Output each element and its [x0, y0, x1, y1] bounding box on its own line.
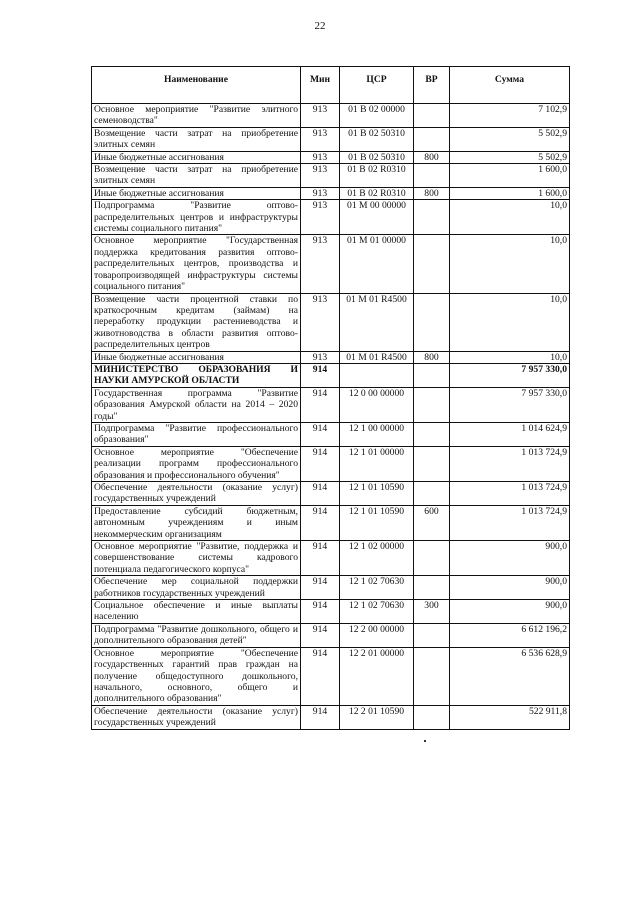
table-row	[92, 505, 570, 540]
cell-vr	[414, 446, 450, 481]
table-row	[92, 351, 570, 363]
table-row	[92, 705, 570, 729]
cell-csr: 01 М 01 00000	[340, 235, 414, 293]
cell-name: Основное мероприятие "Обеспечение реализации программ профессионального образования и профессионального обучения"	[92, 446, 301, 481]
cell-csr: 12 1 01 10590	[340, 505, 414, 540]
cell-vr	[414, 705, 450, 729]
table-row	[92, 387, 570, 422]
cell-name: Возмещение части процентной ставки по краткосрочным кредитам (займам) на переработку продукции растениеводства и животноводства в области развития оптово-распределительных центров	[92, 293, 301, 351]
cell-vr	[414, 104, 450, 128]
cell-vr	[414, 164, 450, 188]
table-row	[92, 482, 570, 506]
table-row	[92, 127, 570, 151]
cell-name: Основное мероприятие "Государственная поддержка кредитования развития оптово-распределительных центров, производства и товаропроизводящей инфраструктуры системы социального питания"	[92, 235, 301, 293]
table-row	[92, 235, 570, 293]
cell-min: 914	[301, 446, 340, 481]
cell-min: 913	[301, 164, 340, 188]
cell-sum: 10,0	[450, 293, 570, 351]
cell-min: 913	[301, 151, 340, 163]
cell-csr: 01 В 02 R0310	[340, 187, 414, 199]
cell-sum: 10,0	[450, 351, 570, 363]
cell-name: Возмещение части затрат на приобретение элитных семян	[92, 127, 301, 151]
cell-min: 913	[301, 351, 340, 363]
cell-csr: 12 2 01 00000	[340, 647, 414, 705]
cell-csr: 12 1 02 00000	[340, 541, 414, 576]
table-row	[92, 422, 570, 446]
cell-csr: 12 2 01 10590	[340, 705, 414, 729]
table-row	[92, 151, 570, 163]
cell-sum: 6 536 628,9	[450, 647, 570, 705]
cell-vr	[414, 387, 450, 422]
budget-table	[91, 66, 570, 730]
cell-csr: 01 М 01 R4500	[340, 351, 414, 363]
cell-csr: 12 0 00 00000	[340, 387, 414, 422]
cell-min: 913	[301, 200, 340, 235]
cell-name: Иные бюджетные ассигнования	[92, 351, 301, 363]
cell-sum: 900,0	[450, 576, 570, 600]
table-row	[92, 200, 570, 235]
cell-sum: 7 957 330,0	[450, 363, 570, 387]
cell-min: 913	[301, 127, 340, 151]
cell-min: 914	[301, 705, 340, 729]
cell-min: 914	[301, 576, 340, 600]
cell-vr	[414, 482, 450, 506]
cell-vr	[414, 647, 450, 705]
cell-csr: 01 В 02 50310	[340, 151, 414, 163]
cell-min: 914	[301, 482, 340, 506]
cell-csr: 12 1 01 00000	[340, 446, 414, 481]
cell-vr	[414, 293, 450, 351]
table-row	[92, 164, 570, 188]
cell-sum: 900,0	[450, 600, 570, 624]
cell-sum: 6 612 196,2	[450, 623, 570, 647]
cell-min: 914	[301, 647, 340, 705]
cell-csr: 12 1 00 00000	[340, 422, 414, 446]
cell-name: Обеспечение деятельности (оказание услуг) государственных учреждений	[92, 705, 301, 729]
cell-sum: 1 013 724,9	[450, 446, 570, 481]
cell-vr: 600	[414, 505, 450, 540]
cell-name: Основное мероприятие "Развитие, поддержка и совершенствование системы кадрового потенциала педагогического корпуса"	[92, 541, 301, 576]
cell-min: 914	[301, 600, 340, 624]
cell-vr	[414, 422, 450, 446]
cell-name: Обеспечение деятельности (оказание услуг) государственных учреждений	[92, 482, 301, 506]
cell-name: Возмещение части затрат на приобретение элитных семян	[92, 164, 301, 188]
cell-min: 913	[301, 235, 340, 293]
cell-vr	[414, 576, 450, 600]
cell-name: МИНИСТЕРСТВО ОБРАЗОВАНИЯ И НАУКИ АМУРСКОЙ ОБЛАСТИ	[92, 363, 301, 387]
cell-sum: 10,0	[450, 200, 570, 235]
table-body	[92, 104, 570, 730]
table-row	[92, 576, 570, 600]
cell-vr	[414, 200, 450, 235]
table-header-row	[92, 67, 570, 104]
cell-csr: 12 1 02 70630	[340, 600, 414, 624]
cell-sum: 1 013 724,9	[450, 505, 570, 540]
cell-vr: 800	[414, 187, 450, 199]
cell-min: 914	[301, 541, 340, 576]
cell-name: Социальное обеспечение и иные выплаты населению	[92, 600, 301, 624]
cell-vr	[414, 235, 450, 293]
header-sum: Сумма	[450, 67, 570, 104]
cell-sum: 7 102,9	[450, 104, 570, 128]
header-name: Наименование	[92, 67, 301, 104]
cell-name: Государственная программа "Развитие образования Амурской области на 2014 – 2020 годы"	[92, 387, 301, 422]
cell-csr: 01 В 02 R0310	[340, 164, 414, 188]
header-min: Мин	[301, 67, 340, 104]
table-row	[92, 446, 570, 481]
scan-artifact-dot	[424, 740, 426, 742]
table-row	[92, 293, 570, 351]
header-csr: ЦСР	[340, 67, 414, 104]
cell-min: 914	[301, 505, 340, 540]
cell-name: Подпрограмма "Развитие оптово-распределительных центров и инфраструктуры системы социального питания"	[92, 200, 301, 235]
page-number: 22	[314, 20, 326, 32]
cell-vr	[414, 127, 450, 151]
cell-min: 913	[301, 187, 340, 199]
cell-min: 914	[301, 363, 340, 387]
cell-min: 913	[301, 293, 340, 351]
cell-name: Подпрограмма "Развитие дошкольного, общего и дополнительного образования детей"	[92, 623, 301, 647]
cell-csr: 01 М 01 R4500	[340, 293, 414, 351]
cell-name: Обеспечение мер социальной поддержки работников государственных учреждений	[92, 576, 301, 600]
cell-csr: 12 1 02 70630	[340, 576, 414, 600]
cell-csr: 01 В 02 50310	[340, 127, 414, 151]
table-row	[92, 187, 570, 199]
cell-name: Предоставление субсидий бюджетным, автономным учреждениям и иным некоммерческим организациям	[92, 505, 301, 540]
cell-min: 914	[301, 387, 340, 422]
table-row	[92, 104, 570, 128]
cell-name: Иные бюджетные ассигнования	[92, 151, 301, 163]
cell-sum: 1 600,0	[450, 164, 570, 188]
cell-vr: 800	[414, 351, 450, 363]
cell-csr	[340, 363, 414, 387]
cell-vr	[414, 623, 450, 647]
cell-min: 913	[301, 104, 340, 128]
table-row	[92, 600, 570, 624]
cell-min: 914	[301, 623, 340, 647]
cell-sum: 5 502,9	[450, 127, 570, 151]
cell-sum: 1 014 624,9	[450, 422, 570, 446]
cell-sum: 10,0	[450, 235, 570, 293]
table-row	[92, 541, 570, 576]
cell-name: Основное мероприятие "Развитие элитного семеноводства"	[92, 104, 301, 128]
cell-sum: 900,0	[450, 541, 570, 576]
cell-sum: 5 502,9	[450, 151, 570, 163]
cell-sum: 7 957 330,0	[450, 387, 570, 422]
cell-sum: 1 013 724,9	[450, 482, 570, 506]
cell-csr: 01 В 02 00000	[340, 104, 414, 128]
header-vr: ВР	[414, 67, 450, 104]
table-row	[92, 623, 570, 647]
cell-vr	[414, 541, 450, 576]
cell-vr: 300	[414, 600, 450, 624]
cell-name: Подпрограмма "Развитие профессионального образования"	[92, 422, 301, 446]
cell-csr: 12 2 00 00000	[340, 623, 414, 647]
cell-csr: 01 М 00 00000	[340, 200, 414, 235]
cell-min: 914	[301, 422, 340, 446]
cell-name: Иные бюджетные ассигнования	[92, 187, 301, 199]
cell-csr: 12 1 01 10590	[340, 482, 414, 506]
cell-vr: 800	[414, 151, 450, 163]
cell-name: Основное мероприятие "Обеспечение государственных гарантий прав граждан на получение общедоступного дошкольного, начального, основного, общего и дополнительного образования"	[92, 647, 301, 705]
cell-sum: 522 911,8	[450, 705, 570, 729]
table-row	[92, 363, 570, 387]
cell-vr	[414, 363, 450, 387]
table-row	[92, 647, 570, 705]
cell-sum: 1 600,0	[450, 187, 570, 199]
